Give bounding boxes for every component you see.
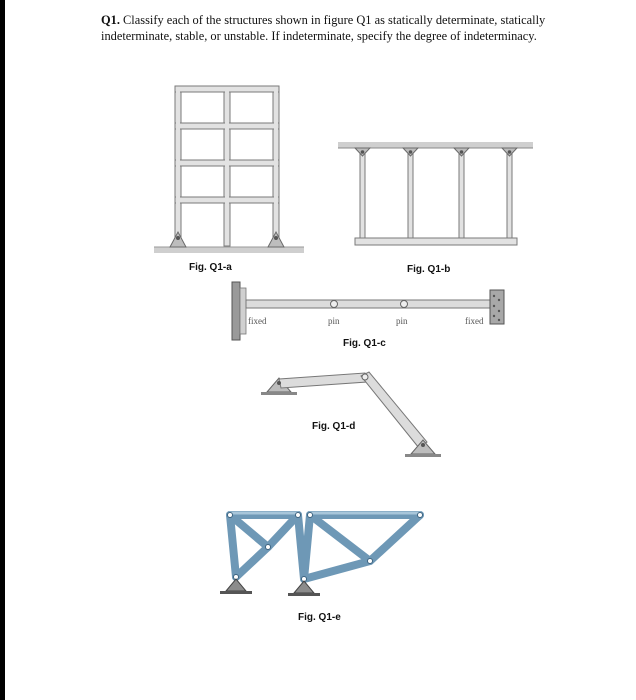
caption-fig-q1-c: Fig. Q1-c — [343, 338, 386, 349]
figure-q1-c — [228, 280, 510, 342]
caption-fig-q1-d: Fig. Q1-d — [312, 421, 356, 432]
label-pin-right: pin — [396, 316, 408, 326]
question-text — [101, 12, 551, 44]
caption-fig-q1-e: Fig. Q1-e — [298, 612, 341, 623]
question-number: Q1. — [101, 13, 120, 27]
question-body: Classify each of the structures shown in figure Q1 as statically determinate, statically indeterminate, stable, or unstable. If indeterminate, specify the degree of indeterminacy. — [101, 13, 546, 43]
label-pin-left: pin — [328, 316, 340, 326]
caption-fig-q1-b: Fig. Q1-b — [407, 264, 451, 275]
figure-q1-d — [255, 370, 450, 460]
caption-fig-q1-a: Fig. Q1-a — [189, 262, 232, 273]
figure-q1-e — [212, 505, 432, 600]
label-fixed-right: fixed — [465, 316, 484, 326]
page-edge-bar — [0, 0, 5, 700]
figure-q1-b — [333, 138, 538, 253]
figure-q1-a — [150, 80, 310, 258]
label-fixed-left: fixed — [248, 316, 267, 326]
